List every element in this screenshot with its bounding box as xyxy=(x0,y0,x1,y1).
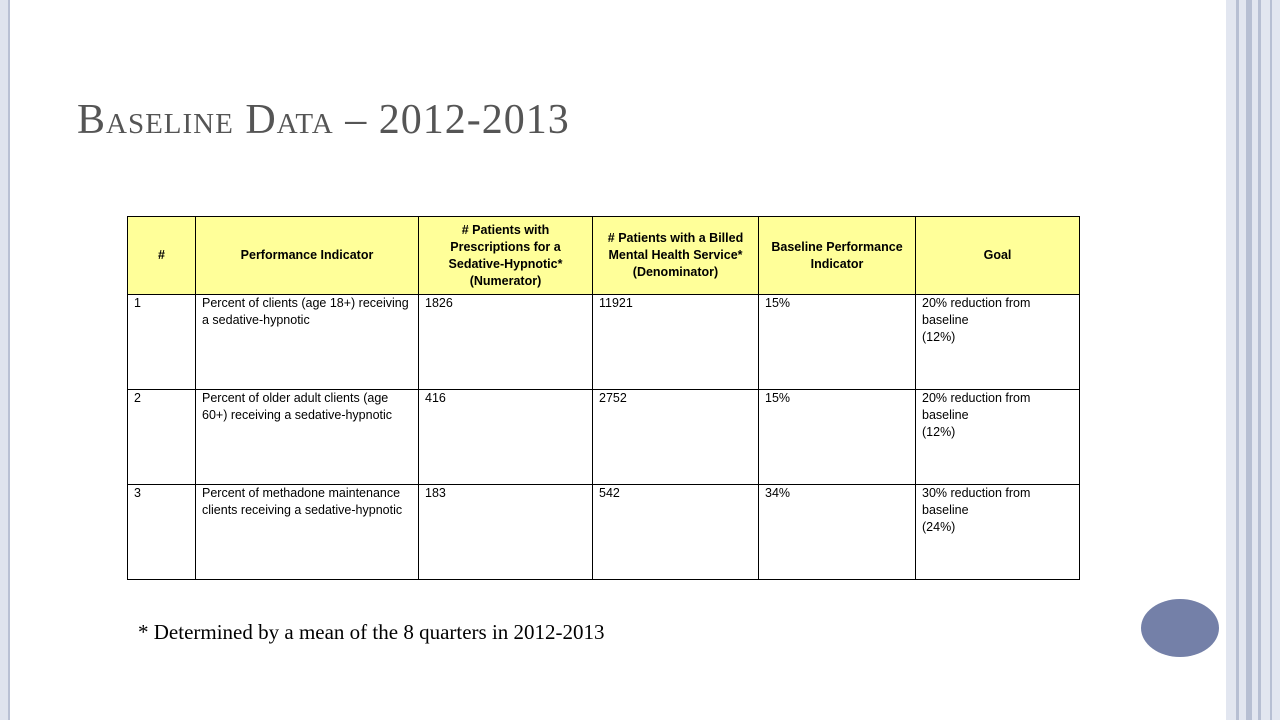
numerator-cell: 416 xyxy=(419,390,593,485)
indicator-cell: Percent of clients (age 18+) receiving a sedative-hypnotic xyxy=(196,295,419,390)
goal-text: 20% reduction from baseline (12%) xyxy=(922,391,1031,439)
table-row xyxy=(128,295,1080,390)
slide-title: Baseline Data – 2012-2013 xyxy=(77,97,570,143)
goal-text: 20% reduction from baseline (12%) xyxy=(922,296,1031,344)
footnote: * Determined by a mean of the 8 quarters in 2012-2013 xyxy=(138,620,605,644)
numerator-cell: 183 xyxy=(419,485,593,580)
numerator-cell: 1826 xyxy=(419,295,593,390)
slide-right-border xyxy=(1226,0,1280,720)
table-header-row xyxy=(128,217,1080,295)
decorative-circle xyxy=(1141,599,1219,657)
table-row xyxy=(128,485,1080,580)
denominator-cell: 542 xyxy=(593,485,759,580)
baseline-cell: 34% xyxy=(759,485,916,580)
baseline-cell: 15% xyxy=(759,295,916,390)
header-goal: Goal xyxy=(916,217,1080,295)
row-number-cell: 1 xyxy=(128,295,196,390)
goal-cell xyxy=(916,295,1080,390)
denominator-cell: 2752 xyxy=(593,390,759,485)
goal-cell xyxy=(916,485,1080,580)
header-baseline-indicator: Baseline Performance Indicator xyxy=(759,217,916,295)
denominator-cell: 11921 xyxy=(593,295,759,390)
header-performance-indicator: Performance Indicator xyxy=(196,217,419,295)
indicator-cell: Percent of older adult clients (age 60+) receiving a sedative-hypnotic xyxy=(196,390,419,485)
baseline-data-table xyxy=(127,216,1080,580)
header-numerator: # Patients with Prescriptions for a Sedative-Hypnotic* (Numerator) xyxy=(419,217,593,295)
header-number: # xyxy=(128,217,196,295)
indicator-cell: Percent of methadone maintenance clients receiving a sedative-hypnotic xyxy=(196,485,419,580)
baseline-cell: 15% xyxy=(759,390,916,485)
slide-left-border xyxy=(0,0,10,720)
goal-cell xyxy=(916,390,1080,485)
row-number-cell: 2 xyxy=(128,390,196,485)
table-row xyxy=(128,390,1080,485)
row-number-cell: 3 xyxy=(128,485,196,580)
goal-text: 30% reduction from baseline (24%) xyxy=(922,486,1031,534)
header-denominator: # Patients with a Billed Mental Health Service* (Denominator) xyxy=(593,217,759,295)
